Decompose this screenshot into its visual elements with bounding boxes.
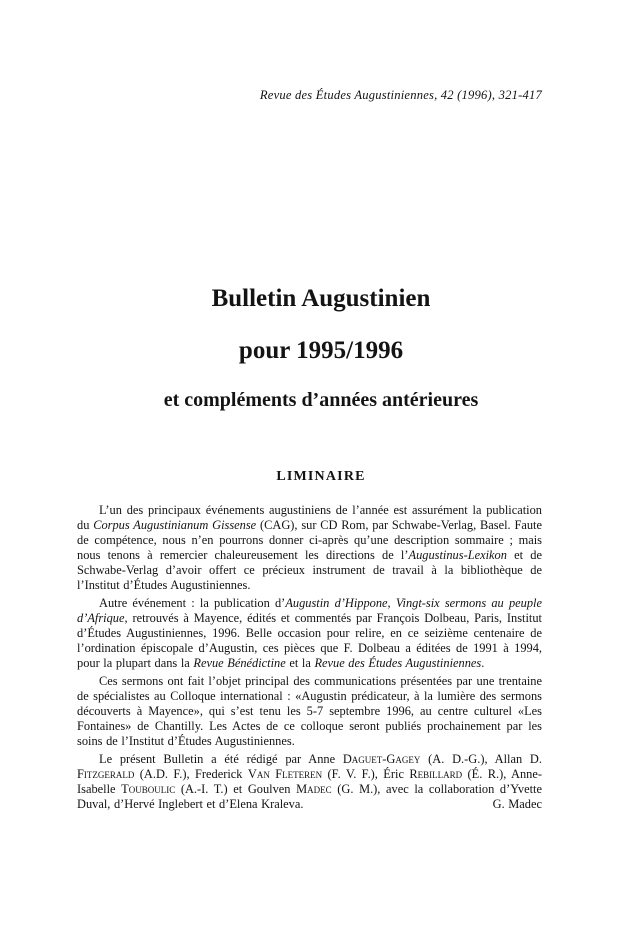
liminaire-text bbox=[77, 503, 542, 812]
section-heading-liminaire: LIMINAIRE bbox=[276, 469, 366, 484]
text-run: Autre événement : la publication d’ bbox=[99, 595, 286, 610]
title-line-2: pour 1995/1996 bbox=[238, 336, 404, 364]
text-run: (A. D.-G.), Allan D. bbox=[420, 751, 542, 766]
text-run: Fitzgerald bbox=[77, 766, 135, 781]
text-run: Touboulic bbox=[121, 781, 176, 796]
title-line-1: Bulletin Augustinien bbox=[211, 285, 431, 312]
text-run: Ces sermons ont fait l’objet principal des communications présentées par une trentaine de spécialistes au Colloque international : «Augustin prédicateur, à la lumière des sermons découverts à Mayence», qui s’est tenu les 5-7 septembre 1996, au centre culturel «Les Fontaines» de Chantilly. Les Actes de ce colloque seront publiés prochainement par les soins de l’Institut d’Études Augustiniennes. bbox=[77, 673, 542, 749]
text-run: (CAG), sur CD Rom, par Schwabe-Verlag, Basel. Faute de compétence, nous n’en pourrons donner ci-après qu’une description sommaire ; mais nous tenons à remercier chaleureusement les directions de l’ bbox=[77, 517, 542, 563]
text-run: Augustin d’Hippone, Vingt-six sermons au peuple d’Afrique bbox=[77, 595, 542, 625]
title-line-3: et compléments d’années antérieures bbox=[163, 389, 479, 411]
text-run: et la bbox=[285, 656, 315, 671]
text-run: (A.D. F.), Frederick bbox=[134, 766, 248, 781]
text-run: (F. V. F.), Éric bbox=[322, 766, 410, 781]
text-run: (É. R.), Anne-Isabelle bbox=[77, 766, 542, 796]
text-run: Augustinus-Lexikon bbox=[408, 548, 507, 563]
paragraph bbox=[77, 596, 542, 671]
text-run: et de Schwabe-Verlag d’avoir offert ce précieux instrument de travail à la bibliothèque de l’Institut d’Études Augustiniennes. bbox=[77, 548, 542, 593]
text-run: L’un des principaux événements augustiniens de l’année est assurément la publication du bbox=[77, 502, 542, 532]
text-run: Corpus Augustinianum Gissense bbox=[93, 517, 257, 532]
text-run: Revue Bénédictine bbox=[193, 656, 286, 671]
text-run: Van Fleteren bbox=[247, 766, 323, 781]
signature: G. Madec bbox=[492, 797, 542, 812]
paragraph bbox=[77, 503, 542, 594]
text-run: Le présent Bulletin a été rédigé par Anne bbox=[99, 751, 343, 766]
paragraph bbox=[77, 752, 542, 812]
text-run: (G. M.), avec la collaboration d’Yvette Duval, d’Hervé Inglebert et d’Elena Kraleva. bbox=[77, 781, 543, 812]
text-run: Revue des Études Augustiniennes bbox=[314, 656, 482, 671]
text-run: Madec bbox=[296, 781, 332, 796]
journal-header: Revue des Études Augustiniennes, 42 (1996), 321-417 bbox=[259, 88, 542, 102]
text-run: . bbox=[481, 656, 485, 671]
text-run: Daguet-Gagey bbox=[342, 751, 421, 766]
text-run: , retrouvés à Mayence, édités et commentés par François Dolbeau, Paris, Institut d’Études Augustiniennes, 1996. Belle occasion pour relire, en ce seizième centenaire de l’ordination épiscopale d’Augustin, ces pièces que F. Dolbeau a éditées de 1991 à 1994, pour la plupart dans la bbox=[77, 610, 542, 671]
text-run: Rebillard bbox=[409, 766, 463, 781]
text-run: (A.-I. T.) et Goulven bbox=[175, 781, 297, 796]
paragraph bbox=[77, 674, 542, 749]
